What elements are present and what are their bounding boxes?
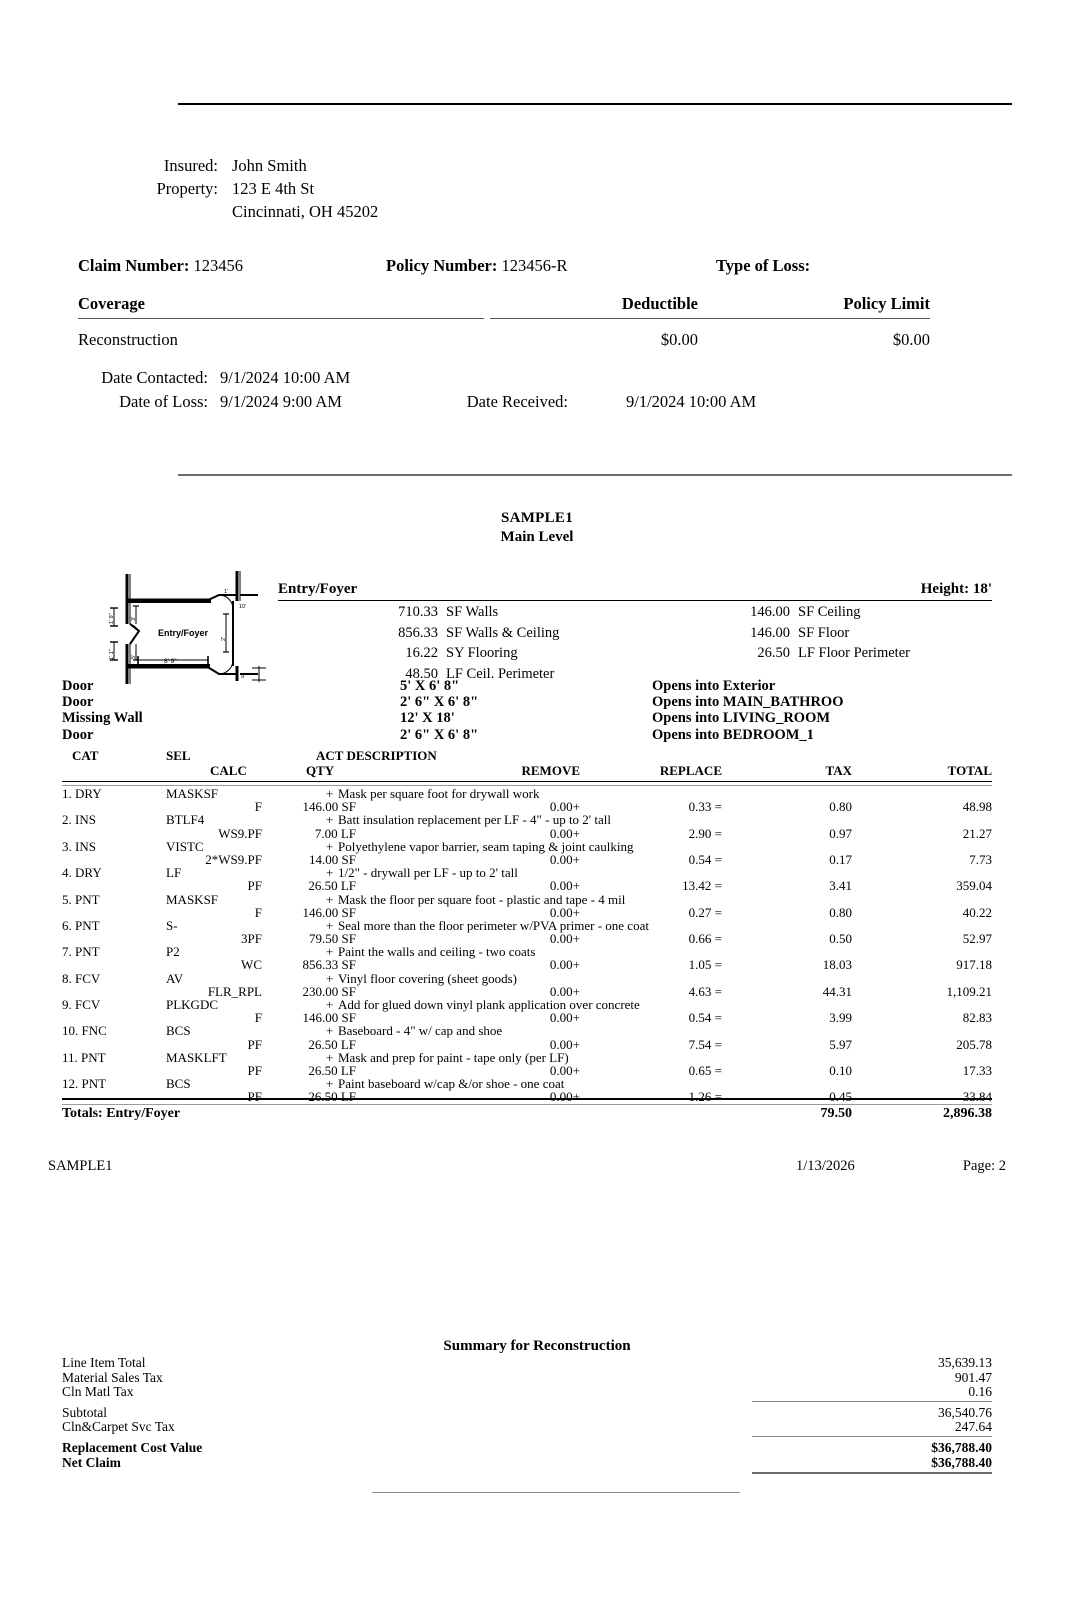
line-item-sel: S- [166, 917, 178, 933]
line-item-text: Paint baseboard w/cap &/or shoe - one coat [338, 1076, 565, 1092]
coverage-underline-right [490, 318, 930, 319]
floor-plan-dim-right-mid: 10' [239, 604, 247, 610]
line-item-plus: + [326, 1049, 334, 1065]
line-item-values-row [62, 1037, 992, 1050]
line-item [62, 786, 992, 815]
line-item-plus: + [326, 1076, 334, 1092]
summary-row [62, 1384, 992, 1399]
measurement-row [278, 623, 992, 644]
line-item-description-row [62, 971, 992, 984]
page-footer-page-number: Page: 2 [962, 1158, 1006, 1174]
opening-type: Door [62, 726, 94, 743]
page-footer-date: 1/13/2026 [796, 1158, 855, 1174]
line-item [62, 865, 992, 894]
page-bottom-rule [372, 1492, 740, 1493]
coverage-col-policy-limit: Policy Limit [843, 294, 930, 313]
summary-row-rcv [62, 1440, 992, 1455]
line-item-replace: 4.63 = [688, 983, 722, 999]
line-item-plus: + [326, 1023, 334, 1039]
line-item-calc: 3PF [241, 931, 262, 947]
property-address-line2: Cincinnati, OH 45202 [232, 202, 379, 221]
line-item-description-row [62, 997, 992, 1010]
line-item-replace: 2.90 = [688, 825, 722, 841]
opening-dimensions: 5' X 6' 8" [400, 678, 460, 694]
line-item-calc: F [254, 1010, 262, 1026]
line-item-qty: 146.00 SF [302, 1010, 356, 1026]
line-item-cat: 12. PNT [62, 1076, 107, 1092]
line-item-calc: F [254, 904, 262, 920]
line-item-values-row [62, 1010, 992, 1026]
summary-value: 35,639.13 [938, 1355, 992, 1370]
insured-block [118, 154, 378, 223]
coverage-row [78, 330, 930, 356]
line-item-total: 33.84 [962, 1089, 992, 1105]
summary-value: 0.16 [968, 1384, 992, 1400]
line-item-tax: 0.10 [829, 1062, 852, 1078]
line-item-remove: 0.00+ [549, 799, 580, 815]
measurement-row [278, 643, 992, 664]
line-item-calc: F [254, 799, 262, 815]
summary-value: $36,788.40 [931, 1439, 992, 1455]
property-label: Property: [156, 179, 218, 198]
line-item-description-row [62, 1076, 992, 1092]
property-row [118, 177, 378, 200]
floor-plan-room-label: Entry/Foyer [158, 628, 209, 638]
line-item-values-row [62, 957, 992, 973]
line-item-cat: 2. INS [62, 812, 96, 828]
line-item-plus: + [326, 997, 334, 1012]
line-item-cat: 3. INS [62, 838, 96, 854]
coverage-underline-left [78, 318, 484, 319]
col-remove: REMOVE [521, 763, 580, 778]
line-item-plus: + [326, 838, 334, 854]
line-item-remove: 0.00+ [549, 931, 580, 947]
line-item-tax: 3.41 [829, 878, 852, 894]
room-height: Height: 18' [920, 581, 992, 597]
line-item-description-row [62, 865, 992, 881]
line-item-qty: 26.50 LF [308, 1036, 356, 1052]
line-item-total: 1,109.21 [946, 983, 992, 999]
line-items-header [62, 748, 992, 778]
summary-row [62, 1370, 992, 1385]
measurement-row [278, 602, 992, 623]
line-item-tax: 3.99 [829, 1010, 852, 1026]
line-item-calc: PF [247, 1089, 262, 1105]
summary-label: Net Claim [62, 1454, 121, 1470]
line-item-total: 48.98 [962, 799, 992, 815]
line-item-qty: 856.33 SF [302, 957, 356, 973]
summary-row [62, 1405, 992, 1420]
line-item [62, 971, 992, 997]
line-item-plus: + [326, 944, 334, 960]
room-totals-row [62, 1106, 992, 1124]
line-item-qty: 26.50 LF [308, 1062, 356, 1078]
opening-target: Opens into Exterior [652, 678, 776, 694]
line-item-sel: VISTC [166, 838, 204, 854]
line-item-replace: 0.65 = [688, 1062, 722, 1078]
summary-divider-2 [752, 1436, 992, 1437]
coverage-name: Reconstruction [78, 330, 178, 349]
line-item-tax: 0.50 [829, 931, 852, 947]
measurement-unit: SF Walls & Ceiling [446, 624, 560, 641]
line-item-replace: 0.54 = [688, 851, 722, 867]
opening-row [62, 727, 992, 743]
line-item-tax: 0.45 [829, 1089, 852, 1105]
line-item-total: 52.97 [962, 931, 992, 947]
line-item-total: 40.22 [962, 904, 992, 920]
line-item-cat: 7. PNT [62, 944, 100, 960]
line-item-qty: 146.00 SF [302, 904, 356, 920]
line-item-tax: 44.31 [822, 983, 852, 999]
room-totals-total: 2,896.38 [943, 1106, 992, 1121]
line-item-text: Mask the floor per square foot - plastic and tape - 4 mil [338, 891, 626, 907]
col-act-description: ACT DESCRIPTION [316, 748, 437, 763]
line-item-cat: 11. PNT [62, 1049, 106, 1065]
line-item-replace: 1.26 = [688, 1089, 722, 1105]
line-item-text: Batt insulation replacement per LF - 4" - up to 2' tall [338, 812, 611, 828]
line-item-remove: 0.00+ [549, 957, 580, 973]
line-item-description-row [62, 944, 992, 960]
section-divider-rule [178, 474, 1012, 476]
floor-plan-sketch [106, 568, 276, 684]
line-item-plus: + [326, 865, 334, 881]
line-item-calc: FLR_RPL [207, 983, 262, 999]
line-item-plus: + [326, 970, 334, 986]
line-item-description-row [62, 812, 992, 828]
room-name: Entry/Foyer [278, 581, 358, 597]
line-item-remove: 0.00+ [549, 904, 580, 920]
summary-label: Cln Matl Tax [62, 1384, 134, 1400]
line-items-body [62, 786, 992, 1103]
line-item-total: 359.04 [956, 878, 992, 894]
line-item-values-row [62, 905, 992, 918]
measurement-value: 856.33 [398, 624, 438, 641]
line-items-header-row-1 [62, 748, 992, 763]
opening-type: Door [62, 694, 94, 711]
line-item-tax: 0.80 [829, 799, 852, 815]
page-footer-estimate-name: SAMPLE1 [48, 1158, 113, 1174]
opening-dimensions: 12' X 18' [400, 710, 455, 727]
summary-row [62, 1419, 992, 1434]
line-item-cat: 5. PNT [62, 891, 100, 907]
line-item-plus: + [326, 917, 334, 933]
room-measurements [278, 602, 992, 684]
line-item-calc: WS9.PF [218, 825, 262, 841]
line-item-sel: BCS [166, 1076, 191, 1092]
coverage-col-coverage: Coverage [78, 294, 145, 313]
line-item-text: Mask and prep for paint - tape only (per LF) [338, 1049, 569, 1065]
col-cat: CAT [72, 748, 99, 763]
line-item-cat: 10. FNC [62, 1023, 107, 1039]
line-item-qty: 146.00 SF [302, 799, 356, 815]
property-label-spacer [118, 200, 232, 223]
coverage-deductible: $0.00 [660, 330, 698, 349]
measurement-unit-2: LF Floor Perimeter [798, 645, 910, 661]
floor-plan-dim-inner-bottom: 5' [131, 654, 137, 659]
line-item-total: 205.78 [956, 1036, 992, 1052]
line-item [62, 1050, 992, 1076]
line-item-tax: 0.97 [829, 825, 852, 841]
floor-plan-dim-left-bottom: 1' 1" [109, 649, 115, 660]
line-item-plus: + [326, 786, 334, 801]
date-of-loss-label: Date of Loss: [119, 392, 208, 411]
opening-target: Opens into LIVING_ROOM [652, 710, 831, 727]
line-item-description-row [62, 1050, 992, 1063]
measurement-value-2: 146.00 [750, 624, 790, 641]
line-item-text: Add for glued down vinyl plank application over concrete [338, 997, 640, 1012]
line-item-replace: 0.33 = [688, 799, 722, 815]
col-calc: CALC [210, 763, 247, 778]
line-item-values-row [62, 826, 992, 839]
col-replace: REPLACE [659, 763, 722, 778]
opening-dimensions: 2' 6" X 6' 8" [400, 726, 479, 743]
date-contacted-label: Date Contacted: [101, 368, 208, 387]
line-item-remove: 0.00+ [549, 1062, 580, 1078]
estimate-title: SAMPLE1 [500, 510, 574, 526]
line-item-calc: 2*WS9.PF [205, 851, 262, 867]
summary-label: Subtotal [62, 1404, 108, 1420]
line-item [62, 917, 992, 947]
line-item-replace: 0.54 = [688, 1010, 722, 1026]
line-item-tax: 0.80 [829, 904, 852, 920]
coverage-policy-limit: $0.00 [892, 330, 930, 349]
room-header-rule [278, 600, 992, 601]
line-item-cat: 4. DRY [62, 865, 102, 881]
line-item-sel: AV [166, 970, 184, 986]
line-item-cat: 8. FCV [62, 970, 101, 986]
line-item-sel: PLKGDC [166, 997, 219, 1012]
line-item-total: 82.83 [962, 1010, 992, 1026]
floor-plan-dim-inner-top: 3' [131, 616, 137, 621]
floor-plan-dim-right: 2' [221, 636, 227, 641]
date-received-value: 9/1/2024 10:00 AM [626, 392, 757, 411]
property-address-line1: 123 E 4th St [232, 179, 315, 198]
line-item-total: 917.18 [956, 957, 992, 973]
coverage-table [78, 294, 930, 356]
line-item-qty: 230.00 SF [302, 983, 356, 999]
measurement-value-2: 26.50 [757, 645, 790, 661]
col-total: TOTAL [947, 763, 992, 778]
line-item-values-row [62, 852, 992, 865]
line-item [62, 944, 992, 973]
floor-plan-dim-right-top: 1' [224, 589, 229, 595]
page-footer [48, 1158, 1006, 1178]
line-item-calc: PF [247, 1062, 262, 1078]
line-item-calc: PF [247, 878, 262, 894]
line-item-qty: 14.00 SF [309, 851, 356, 867]
measurement-unit: SY Flooring [446, 645, 518, 661]
line-items-footer-rule [62, 1098, 992, 1105]
line-item-values-row [62, 878, 992, 894]
line-item-tax: 0.17 [829, 851, 852, 867]
line-item-qty: 26.50 LF [308, 878, 356, 894]
line-item-description-row [62, 1023, 992, 1039]
policy-number-label: Policy Number: [386, 256, 498, 275]
line-item-remove: 0.00+ [549, 1010, 580, 1026]
summary-label: Replacement Cost Value [62, 1439, 203, 1455]
line-item-tax: 18.03 [822, 957, 852, 973]
claim-number-group [78, 256, 243, 276]
line-item-calc: WC [241, 957, 262, 973]
date-of-loss-value: 9/1/2024 9:00 AM [220, 392, 342, 411]
summary-value: 247.64 [954, 1419, 992, 1435]
line-item-remove: 0.00+ [549, 851, 580, 867]
line-item-description-row [62, 892, 992, 905]
opening-row [62, 710, 992, 726]
col-qty: QTY [306, 763, 335, 778]
coverage-header-row [78, 294, 930, 318]
line-item-replace: 13.42 = [682, 878, 722, 894]
line-item-total: 21.27 [962, 825, 992, 841]
property-row-2 [118, 200, 378, 223]
floor-plan-dim-bottom: 8' 9" [164, 658, 177, 665]
line-item-qty: 79.50 SF [309, 931, 356, 947]
measurement-value-2: 146.00 [750, 604, 790, 620]
summary-divider-3 [752, 1472, 992, 1474]
room-totals-label: Totals: Entry/Foyer [62, 1106, 181, 1121]
insured-label: Insured: [163, 156, 218, 175]
type-of-loss-group [716, 256, 810, 276]
line-item-description-row [62, 839, 992, 852]
measurement-value: 710.33 [398, 604, 438, 620]
opening-row [62, 694, 992, 710]
summary-value: 901.47 [954, 1369, 992, 1385]
line-item-qty: 7.00 LF [314, 825, 356, 841]
line-item-replace: 0.27 = [688, 904, 722, 920]
opening-target: Opens into BEDROOM_1 [652, 726, 814, 743]
header-rule-top [178, 103, 1012, 105]
summary-divider-1 [752, 1401, 992, 1402]
line-item-sel: MASKSF [166, 786, 219, 801]
line-item-plus: + [326, 891, 334, 907]
line-item-total: 17.33 [962, 1062, 992, 1078]
line-item [62, 1023, 992, 1052]
summary-block [62, 1355, 992, 1474]
line-item [62, 839, 992, 865]
line-items-header-row-2 [62, 763, 992, 778]
line-item-qty: 26.50 LF [308, 1089, 356, 1105]
line-item-text: Baseboard - 4" w/ cap and shoe [338, 1023, 503, 1039]
floor-plan-svg [106, 568, 276, 684]
opening-type: Door [62, 678, 94, 694]
dates-block [78, 368, 938, 416]
floor-plan-dim-left-top: 1' 9" [109, 613, 115, 624]
coverage-col-deductible: Deductible [621, 294, 698, 313]
summary-title: Summary for Reconstruction [443, 1338, 631, 1354]
line-item-sel: BTLF4 [166, 812, 205, 828]
summary-label: Cln&Carpet Svc Tax [62, 1419, 175, 1435]
line-item-plus: + [326, 812, 334, 828]
line-item-tax: 5.97 [829, 1036, 852, 1052]
summary-value: $36,788.40 [931, 1454, 992, 1470]
line-item-sel: P2 [166, 944, 180, 960]
line-item-cat: 6. PNT [62, 917, 100, 933]
line-item [62, 997, 992, 1026]
line-item-calc: PF [247, 1036, 262, 1052]
measurement-value: 16.22 [405, 645, 438, 661]
opening-target: Opens into MAIN_BATHROO [652, 694, 844, 711]
line-item-sel: LF [166, 865, 182, 881]
line-item-remove: 0.00+ [549, 825, 580, 841]
insured-value: John Smith [232, 156, 307, 175]
line-item-text: Mask per square foot for drywall work [338, 786, 540, 801]
line-item-description-row [62, 918, 992, 931]
summary-row [62, 1355, 992, 1370]
line-item-total: 7.73 [969, 851, 992, 867]
opening-type: Missing Wall [62, 710, 143, 727]
line-item-sel: MASKSF [166, 891, 219, 907]
line-item-text: Seal more than the floor perimeter w/PVA primer - one coat [338, 917, 649, 933]
line-item-values-row [62, 984, 992, 997]
room-totals-tax: 79.50 [820, 1106, 852, 1121]
type-of-loss-label: Type of Loss: [716, 256, 811, 275]
measurement-unit: SF Walls [446, 604, 499, 620]
opening-dimensions: 2' 6" X 6' 8" [400, 694, 479, 711]
line-item-text: Polyethylene vapor barrier, seam taping & joint caulking [338, 838, 634, 854]
measurement-unit: LF Ceil. Perimeter [446, 665, 555, 682]
line-item-cat: 9. FCV [62, 997, 101, 1012]
line-item-text: 1/2" - drywall per LF - up to 2' tall [338, 865, 518, 881]
line-item-replace: 1.05 = [688, 957, 722, 973]
line-item-values-row [62, 931, 992, 947]
date-received-label: Date Received: [466, 392, 568, 411]
date-contacted-row [78, 368, 938, 392]
summary-row-net-claim [62, 1455, 992, 1470]
line-item-remove: 0.00+ [549, 1036, 580, 1052]
measurement-unit-2: SF Ceiling [798, 604, 861, 620]
line-item-sel: MASKLFT [166, 1049, 227, 1065]
col-sel: SEL [166, 748, 191, 763]
measurement-unit-2: SF Floor [798, 624, 850, 641]
insured-row [118, 154, 378, 177]
summary-label: Material Sales Tax [62, 1369, 163, 1385]
floor-plan-dim-right-small: 9' [241, 674, 246, 680]
room-openings [62, 678, 992, 743]
summary-value: 36,540.76 [938, 1404, 992, 1420]
line-item-cat: 1. DRY [62, 786, 102, 801]
summary-label: Line Item Total [62, 1355, 146, 1370]
date-loss-row [78, 392, 938, 416]
line-item-replace: 7.54 = [688, 1036, 722, 1052]
line-item [62, 812, 992, 841]
measurement-value: 48.50 [405, 665, 438, 682]
policy-number-value: 123456-R [501, 256, 568, 275]
estimate-subtitle: Main Level [500, 529, 574, 545]
date-contacted-value: 9/1/2024 10:00 AM [220, 368, 351, 387]
line-item-remove: 0.00+ [549, 983, 580, 999]
line-item-values-row [62, 1063, 992, 1076]
claim-number-label: Claim Number: [78, 256, 190, 275]
line-item-replace: 0.66 = [688, 931, 722, 947]
policy-number-group [386, 256, 567, 276]
col-tax: TAX [825, 763, 852, 778]
line-item-description-row [62, 786, 992, 799]
line-item-sel: BCS [166, 1023, 191, 1039]
opening-row [62, 678, 992, 694]
line-item-text: Vinyl floor covering (sheet goods) [338, 970, 518, 986]
line-item-values-row [62, 799, 992, 815]
line-item-remove: 0.00+ [549, 1089, 580, 1105]
claim-number-value: 123456 [193, 256, 243, 275]
line-item-text: Paint the walls and ceiling - two coats [338, 944, 536, 960]
line-item-remove: 0.00+ [549, 878, 580, 894]
line-item [62, 892, 992, 918]
